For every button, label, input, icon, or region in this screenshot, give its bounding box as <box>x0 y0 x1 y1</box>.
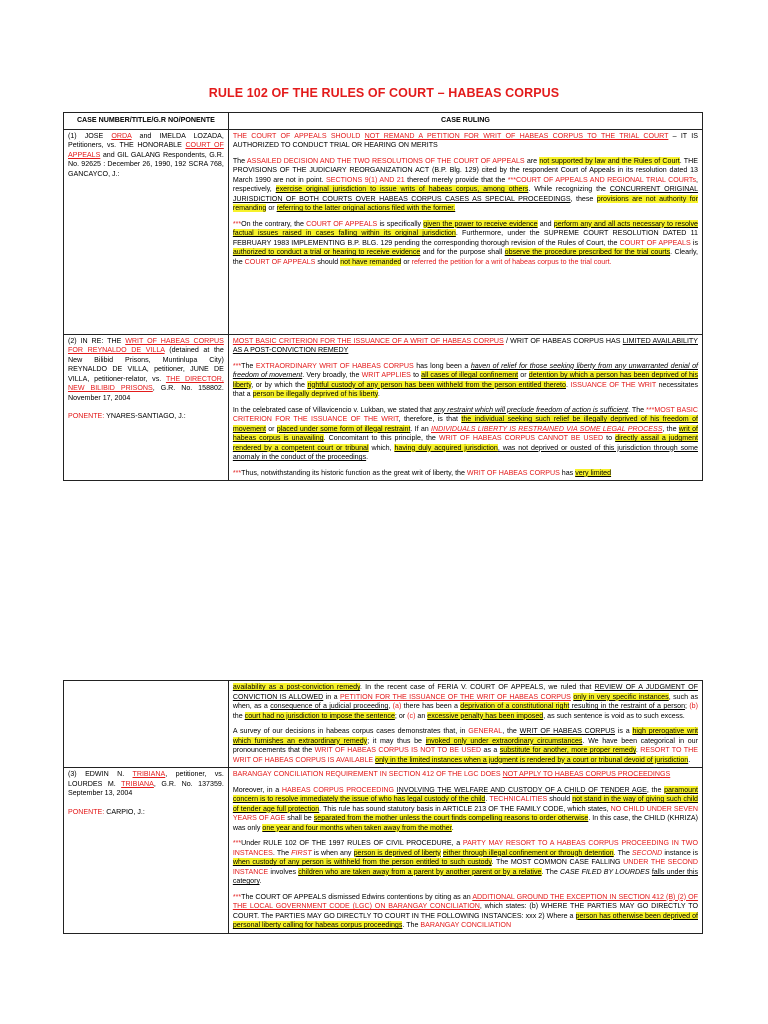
ruling-paragraph: ***Thus, notwithstanding its historic function as the great writ of liberty, the WRIT OF HABEAS CORPUS has very limited <box>232 468 612 477</box>
ruling-paragraph: ***On the contrary, the COURT OF APPEALS is specifically given the power to receive evidence and perform any and all acts necessary to resolve factual issues raised in cases falling within its original jurisdiction. Furthermore, under the SUPREME COURT RESOLUTION DATED 11 FEBRUARY 1983 IMPLEMENTING B.P. BLG. 129 pending the corresponding thorough revision of the Rules of Court, the COURT OF APPEALS is authorized to conduct a trial or hearing to receive evidence and for the purpose shall observe the procedure prescribed for the trial courts. Clearly, the COURT OF APPEALS should not have remanded or referred the petition for a writ of habeas corpus to the trial court. <box>232 219 699 266</box>
ruling-paragraph: In the celebrated case of Villavicencio v. Lukban, we stated that any restraint which will preclude freedom of action is sufficient. The ***MOST BASIC CRITERION FOR THE ISSUANCE OF THE WRIT, therefore, is that the individual seeking such relief be illegally deprived of his freedom of movement or placed under some form of illegal restraint. If an INDIVIDUALS LIBERTY IS RESTRAINED VIA SOME LEGAL PROCESS, the writ of habeas corpus is unavailing. Concomitant to this principle, the WRIT OF HABEAS CORPUS CANNOT BE USED to directly assail a judgment rendered by a competent court or tribunal which, having duly acquired jurisdiction, was not deprived or ousted of this jurisdiction through some anomaly in the conduct of the proceedings. <box>232 405 699 461</box>
page-gap <box>0 552 768 672</box>
ruling-paragraph: Moreover, in a HABEAS CORPUS PROCEEDING INVOLVING THE WELFARE AND CUSTODY OF A CHILD OF TENDER AGE, the paramount concern is to resolve immediately the issue of who has legal custody of the child. TECHNICALITIES should not stand in the way of giving such child of tender age full protection. This rule has sound statutory basis in ARTICLE 213 OF THE FAMILY CODE, which states, NO CHILD UNDER SEVEN YEARS OF AGE shall be separated from the mother unless the court finds compelling reasons to order otherwise. In this case, the CHILD (KHRIZA) was only one year and four months when taken away from the mother. <box>232 785 699 832</box>
document-title: RULE 102 OF THE RULES OF COURT – HABEAS CORPUS <box>208 86 560 100</box>
header-case-number: CASE NUMBER/TITLE/G.R NO/PONENTE <box>64 113 229 130</box>
ruling-heading: BARANGAY CONCILIATION REQUIREMENT IN SECTION 412 OF THE LGC DOES NOT APPLY TO HABEAS CORPUS PROCEEDINGS <box>232 770 671 778</box>
case-title: (3) EDWIN N. TRIBIANA, petitioner, vs. LOURDES M. TRIBIANA, G.R. No. 137359. September 13, 2004 <box>68 770 224 797</box>
ruling-paragraph: availability as a post-conviction remedy. In the recent case of FERIA V. COURT OF APPEALS, we ruled that REVIEW OF A JUDGMENT OF CONVICTION IS ALLOWED in a PETITION FOR THE ISSUANCE OF THE WRIT OF HABEAS CORPUS only in very specific instances, such as when, as a consequence of a judicial proceeding, (a) there has been a deprivation of a constitutional right resulting in the restraint of a person; (b) the court had no jurisdiction to impose the sentence; or (c) an excessive penalty has been imposed, as such sentence is void as to such excess. <box>232 683 699 720</box>
ponente: PONENTE: CARPIO, J.: <box>68 807 145 816</box>
table-row <box>64 768 703 934</box>
ruling-paragraph: The ASSAILED DECISION AND THE TWO RESOLUTIONS OF THE COURT OF APPEALS are not supported by law and the Rules of Court. THE PROVISIONS OF THE JUDICIARY REORGANIZATION ACT (B.P. Blg. 129) cited by the respondent Court of Appeals in its resolution dated 13 March 1990 are not in point. SECTIONS 9(1) AND 21 thereof merely provide that the ***COURT OF APPEALS AND REGIONAL TRIAL COURTs, respectively, exercise original jurisdiction to issue writs of habeas corpus, among others. While recognizing the CONCURRENT ORIGINAL JURISDICTION OF BOTH COURTS OVER HABEAS CORPUS CASES AS SPECIAL PROCEEDINGS, these provisions are not authority for remanding or referring to the latter original actions filed with the former. <box>232 156 699 212</box>
rulings-table-continued <box>63 680 703 934</box>
table-row <box>64 334 703 481</box>
case-cell <box>64 681 229 768</box>
case-title: (1) JOSE ORDA and IMELDA LOZADA, Petitioners, vs. THE HONORABLE COURT OF APPEALS and GIL GALANG Respondents, G.R. No. 92625 : December 26, 1990, 192 SCRA 768, GANCAYCO, J.: <box>68 131 224 178</box>
table-row <box>64 129 703 334</box>
ruling-heading: THE COURT OF APPEALS SHOULD NOT REMAND A PETITION FOR WRIT OF HABEAS CORPUS TO THE TRIAL COURT – IT IS AUTHORIZED TO CONDUCT TRIAL OR HEARING ON MERITS <box>232 131 698 149</box>
rulings-table <box>63 112 703 481</box>
ruling-paragraph: ***The COURT OF APPEALS dismissed Edwins contentions by citing as an ADDITIONAL GROUND THE EXCEPTION IN SECTION 412 (B) (2) OF THE LOCAL GOVERNMENT CODE (LGC) ON BARANGAY CONCILIATION, which states: (b) WHERE THE PARTIES MAY GO DIRECTLY TO COURT. The PARTIES MAY GO DIRECTLY TO COURT IN THE FOLLOWING INSTANCES: xxx 2) Where a person has otherwise been deprived of personal liberty calling for habeas corpus proceedings. The BARANGAY CONCILIATION <box>232 892 699 929</box>
header-case-ruling: CASE RULING <box>228 113 702 130</box>
case-cell <box>64 334 229 481</box>
ruling-heading: MOST BASIC CRITERION FOR THE ISSUANCE OF A WRIT OF HABEAS CORPUS / WRIT OF HABEAS CORPUS HAS LIMITED AVAILABILITY AS A POST-CONVICTION REMEDY <box>232 336 698 354</box>
case-cell <box>64 129 229 334</box>
table-row <box>64 681 703 768</box>
ruling-cell <box>228 334 702 481</box>
case-cell <box>64 768 229 934</box>
ruling-cell <box>228 768 702 934</box>
ruling-paragraph: ***Under RULE 102 OF THE 1997 RULES OF CIVIL PROCEDURE, a PARTY MAY RESORT TO A HABEAS CORPUS PROCEEDING IN TWO INSTANCES. The FIRST is when any person is deprived of liberty either through illegal confinement or through detention. The SECOND instance is when custody of any person is withheld from the person entitled to such custody. The MOST COMMON CASE FALLING UNDER THE SECOND INSTANCE involves children who are taken away from a parent by another parent or by a relative. The CASE FILED BY LOURDES falls under this category. <box>232 839 699 885</box>
case-title: (2) IN RE: THE WRIT OF HABEAS CORPUS FOR REYNALDO DE VILLA (detained at the New Bilibid Prisons, Muntinlupa City) REYNALDO DE VILLA, petitioner, JUNE DE VILLA, petitioner-relator, vs. THE DIRECTOR, NEW BILIBID PRISONS, G.R. No. 158802. November 17, 2004 <box>68 336 224 402</box>
ponente: PONENTE: YNARES-SANTIAGO, J.: <box>68 412 186 420</box>
table-header-row <box>64 113 703 130</box>
ruling-cell <box>228 681 702 768</box>
ruling-paragraph: A survey of our decisions in habeas corpus cases demonstrates that, in GENERAL, the WRIT OF HABEAS CORPUS is a high prerogative writ which furnishes an extraordinary remedy; it may thus be invoked only under extraordinary circumstances. We have been categorical in our pronouncements that the WRIT OF HABEAS CORPUS IS NOT TO BE USED as a substitute for another, more proper remedy. RESORT TO THE WRIT OF HABEAS CORPUS IS AVAILABLE only in the limited instances when a judgment is rendered by a court or tribunal devoid of jurisdiction. <box>232 727 699 764</box>
ruling-cell <box>228 129 702 334</box>
ruling-paragraph: ***The EXTRAORDINARY WRIT OF HABEAS CORPUS has long been a haven of relief for those seeking liberty from any unwarranted denial of freedom of movement. Very broadly, the WRIT APPLIES to all cases of illegal confinement or detention by which a person has been deprived of his liberty, or by which the rightful custody of any person has been withheld from the person entitled thereto. ISSUANCE OF THE WRIT necessitates that a person be illegally deprived of his liberty. <box>232 361 699 398</box>
